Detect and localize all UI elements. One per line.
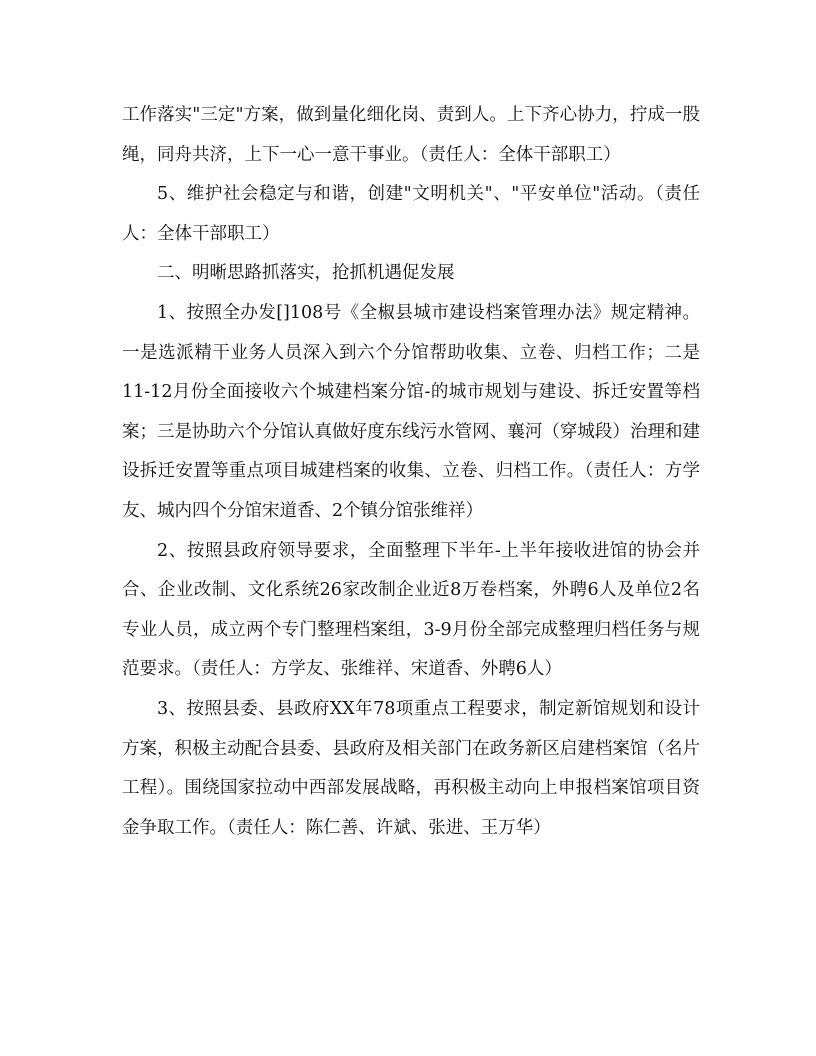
paragraph-continuation: 工作落实"三定"方案，做到量化细化岗、责到人。上下齐心协力，拧成一股绳，同舟共济，上下一心一意干事业。（责任人：全体干部职工）: [122, 105, 700, 165]
section-heading: 二、明晰思路抓落实，抢抓机遇促发展: [157, 263, 455, 284]
paragraph-item-3: 3、按照县委、县政府XX年78项重点工程要求，制定新馆规划和设计方案，积极主动配合县委、县政府及相关部门在政务新区启建档案馆（名片工程）。围绕国家拉动中西部发展战略，再积极主动向上申报档案馆项目资金争取工作。（责任人：陈仁善、许斌、张进、王万华）: [122, 698, 700, 838]
paragraph-item-2: 2、按照县政府领导要求，全面整理下半年-上半年接收进馆的协会并合、企业改制、文化系统26家改制企业近8万卷档案，外聘6人及单位2名专业人员，成立两个专门整理档案组，3-9月份全部完成整理归档任务与规范要求。（责任人：方学友、张维祥、宋道香、外聘6人）: [122, 540, 700, 680]
paragraph-item-1: 1、按照全办发[]108号《全椒县城市建设档案管理办法》规定精神。一是选派精干业务人员深入到六个分馆帮助收集、立卷、归档工作；二是11-12月份全面接收六个城建档案分馆-的城市规划与建设、拆迁安置等档案；三是协助六个分馆认真做好度东线污水管网、襄河（穿城段）治理和建设拆迁安置等重点项目城建档案的收集、立卷、归档工作。（责任人：方学友、城内四个分馆宋道香、2个镇分馆张维祥）: [122, 302, 700, 521]
paragraph-item-5: 5、维护社会稳定与和谐，创建"文明机关"、"平安单位"活动。（责任人：全体干部职工）: [122, 184, 700, 244]
document-body: [122, 96, 700, 848]
